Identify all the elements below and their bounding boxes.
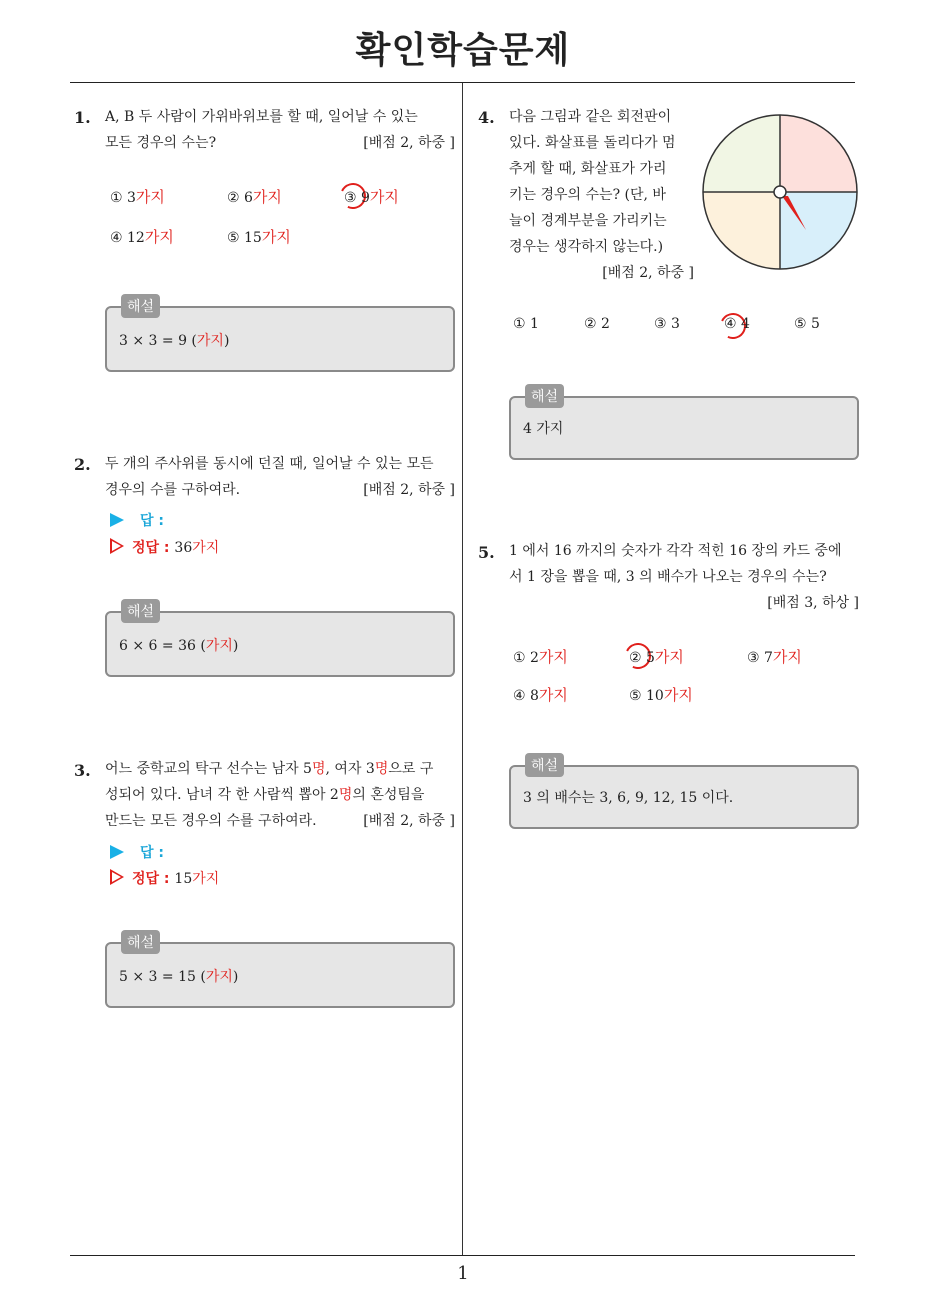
q3-correct-line: 정답 : 15가지 — [110, 868, 219, 888]
wheel-center-pin — [774, 186, 786, 198]
q2-line2: 경우의 수를 구하여라. — [105, 482, 241, 498]
q4-explanation: 4 가지 — [523, 421, 564, 437]
q3-line1: 어느 중학교의 탁구 선수는 남자 5명, 여자 3명으로 구 — [105, 761, 434, 777]
q3-explanation-box — [105, 935, 455, 1008]
q4-line: 추게 할 때, 화살표가 가리 — [509, 161, 667, 177]
page-title: 확인학습문제 — [355, 30, 571, 71]
q4-option-3[interactable]: ③ 3 — [654, 316, 680, 332]
q2-correct-line: 정답 : 36가지 — [110, 537, 219, 557]
q4-explanation-box — [509, 389, 859, 460]
wheel-sector-top-left — [703, 115, 780, 192]
q5-option-4[interactable]: ④ 8가지 — [513, 686, 568, 704]
q5-line2: 서 1 장을 뽑을 때, 3 의 배수가 나오는 경우의 수는? — [509, 569, 827, 585]
q3-answer-line: 답 : — [110, 842, 164, 862]
q1-option-5[interactable]: ⑤ 15가지 — [227, 228, 291, 246]
q1-explanation: 3 × 3 = 9 (가지) — [119, 333, 230, 349]
q1-line1: A, B 두 사람이 가위바위보를 할 때, 일어날 수 있는 — [105, 109, 418, 125]
play-icon — [110, 845, 124, 859]
explain-tag: 해설 — [121, 599, 160, 623]
q4-line: 경우는 생각하지 않는다.) — [509, 239, 664, 255]
q2-score: [배점 2, 하중 ] — [363, 482, 455, 498]
q4-option-5[interactable]: ⑤ 5 — [794, 316, 820, 332]
explain-tag: 해설 — [121, 294, 160, 318]
q2-text — [105, 451, 455, 503]
q1-line2: 모든 경우의 수는? — [105, 135, 217, 151]
q1-text — [105, 104, 455, 156]
spinner-wheel — [700, 112, 862, 274]
q3-score: [배점 2, 하중 ] — [363, 813, 455, 829]
q1-score: [배점 2, 하중 ] — [363, 135, 455, 151]
q3-explanation: 5 × 3 = 15 (가지) — [119, 969, 239, 985]
outline-triangle-icon — [110, 869, 124, 885]
bottom-rule — [70, 1255, 855, 1256]
q5-option-2[interactable]: ② 5가지 — [629, 648, 684, 666]
q1-explanation-box — [105, 299, 455, 372]
q3-line2: 성되어 있다. 남녀 각 한 사람씩 뽑아 2명의 혼성팀을 — [105, 787, 425, 803]
q4-option-1[interactable]: ① 1 — [513, 316, 539, 332]
q2-answer-line: 답 : — [110, 510, 164, 530]
q3-number: 3. — [74, 761, 91, 780]
q2-explanation: 6 × 6 = 36 (가지) — [119, 638, 239, 654]
q4-line: 늘이 경계부분을 가리키는 — [509, 213, 667, 229]
q5-option-1[interactable]: ① 2가지 — [513, 648, 568, 666]
q5-explanation: 3 의 배수는 3, 6, 9, 12, 15 이다. — [523, 790, 734, 806]
q2-number: 2. — [74, 455, 91, 474]
q5-option-3[interactable]: ③ 7가지 — [747, 648, 802, 666]
wheel-sector-bottom-left — [703, 192, 780, 269]
q1-number: 1. — [74, 108, 91, 127]
q5-line1: 1 에서 16 까지의 숫자가 각각 적힌 16 장의 카드 중에 — [509, 543, 842, 559]
q5-score: [배점 3, 하상 ] — [767, 595, 859, 611]
q5-explanation-box — [509, 758, 859, 829]
q1-option-2[interactable]: ② 6가지 — [227, 188, 282, 206]
q4-line: 있다. 화살표를 돌리다가 멈 — [509, 135, 676, 151]
column-divider — [462, 83, 463, 1255]
explain-tag: 해설 — [525, 384, 564, 408]
q3-line3: 만드는 모든 경우의 수를 구하여라. — [105, 813, 317, 829]
q5-option-5[interactable]: ⑤ 10가지 — [629, 686, 693, 704]
q4-text — [509, 104, 694, 286]
q4-option-4[interactable]: ④ 4 — [724, 316, 750, 332]
q4-line: 다음 그림과 같은 회전판이 — [509, 109, 672, 125]
q4-score: [배점 2, 하중 ] — [602, 265, 694, 281]
explain-tag: 해설 — [121, 930, 160, 954]
q5-text — [509, 538, 859, 616]
q1-option-1[interactable]: ① 3가지 — [110, 188, 165, 206]
q2-explanation-box — [105, 604, 455, 677]
q4-option-2[interactable]: ② 2 — [584, 316, 610, 332]
q2-line1: 두 개의 주사위를 동시에 던질 때, 일어날 수 있는 모든 — [105, 456, 434, 472]
page-number: 1 — [457, 1263, 469, 1284]
q5-number: 5. — [478, 543, 495, 562]
q3-text — [105, 756, 455, 834]
play-icon — [110, 513, 124, 527]
explain-tag: 해설 — [525, 753, 564, 777]
q1-option-3[interactable]: ③ 9가지 — [344, 188, 399, 206]
q4-number: 4. — [478, 108, 495, 127]
outline-triangle-icon — [110, 538, 124, 554]
wheel-sector-top-right — [780, 115, 857, 192]
q1-option-4[interactable]: ④ 12가지 — [110, 228, 174, 246]
q4-line: 키는 경우의 수는? (단, 바 — [509, 187, 666, 203]
